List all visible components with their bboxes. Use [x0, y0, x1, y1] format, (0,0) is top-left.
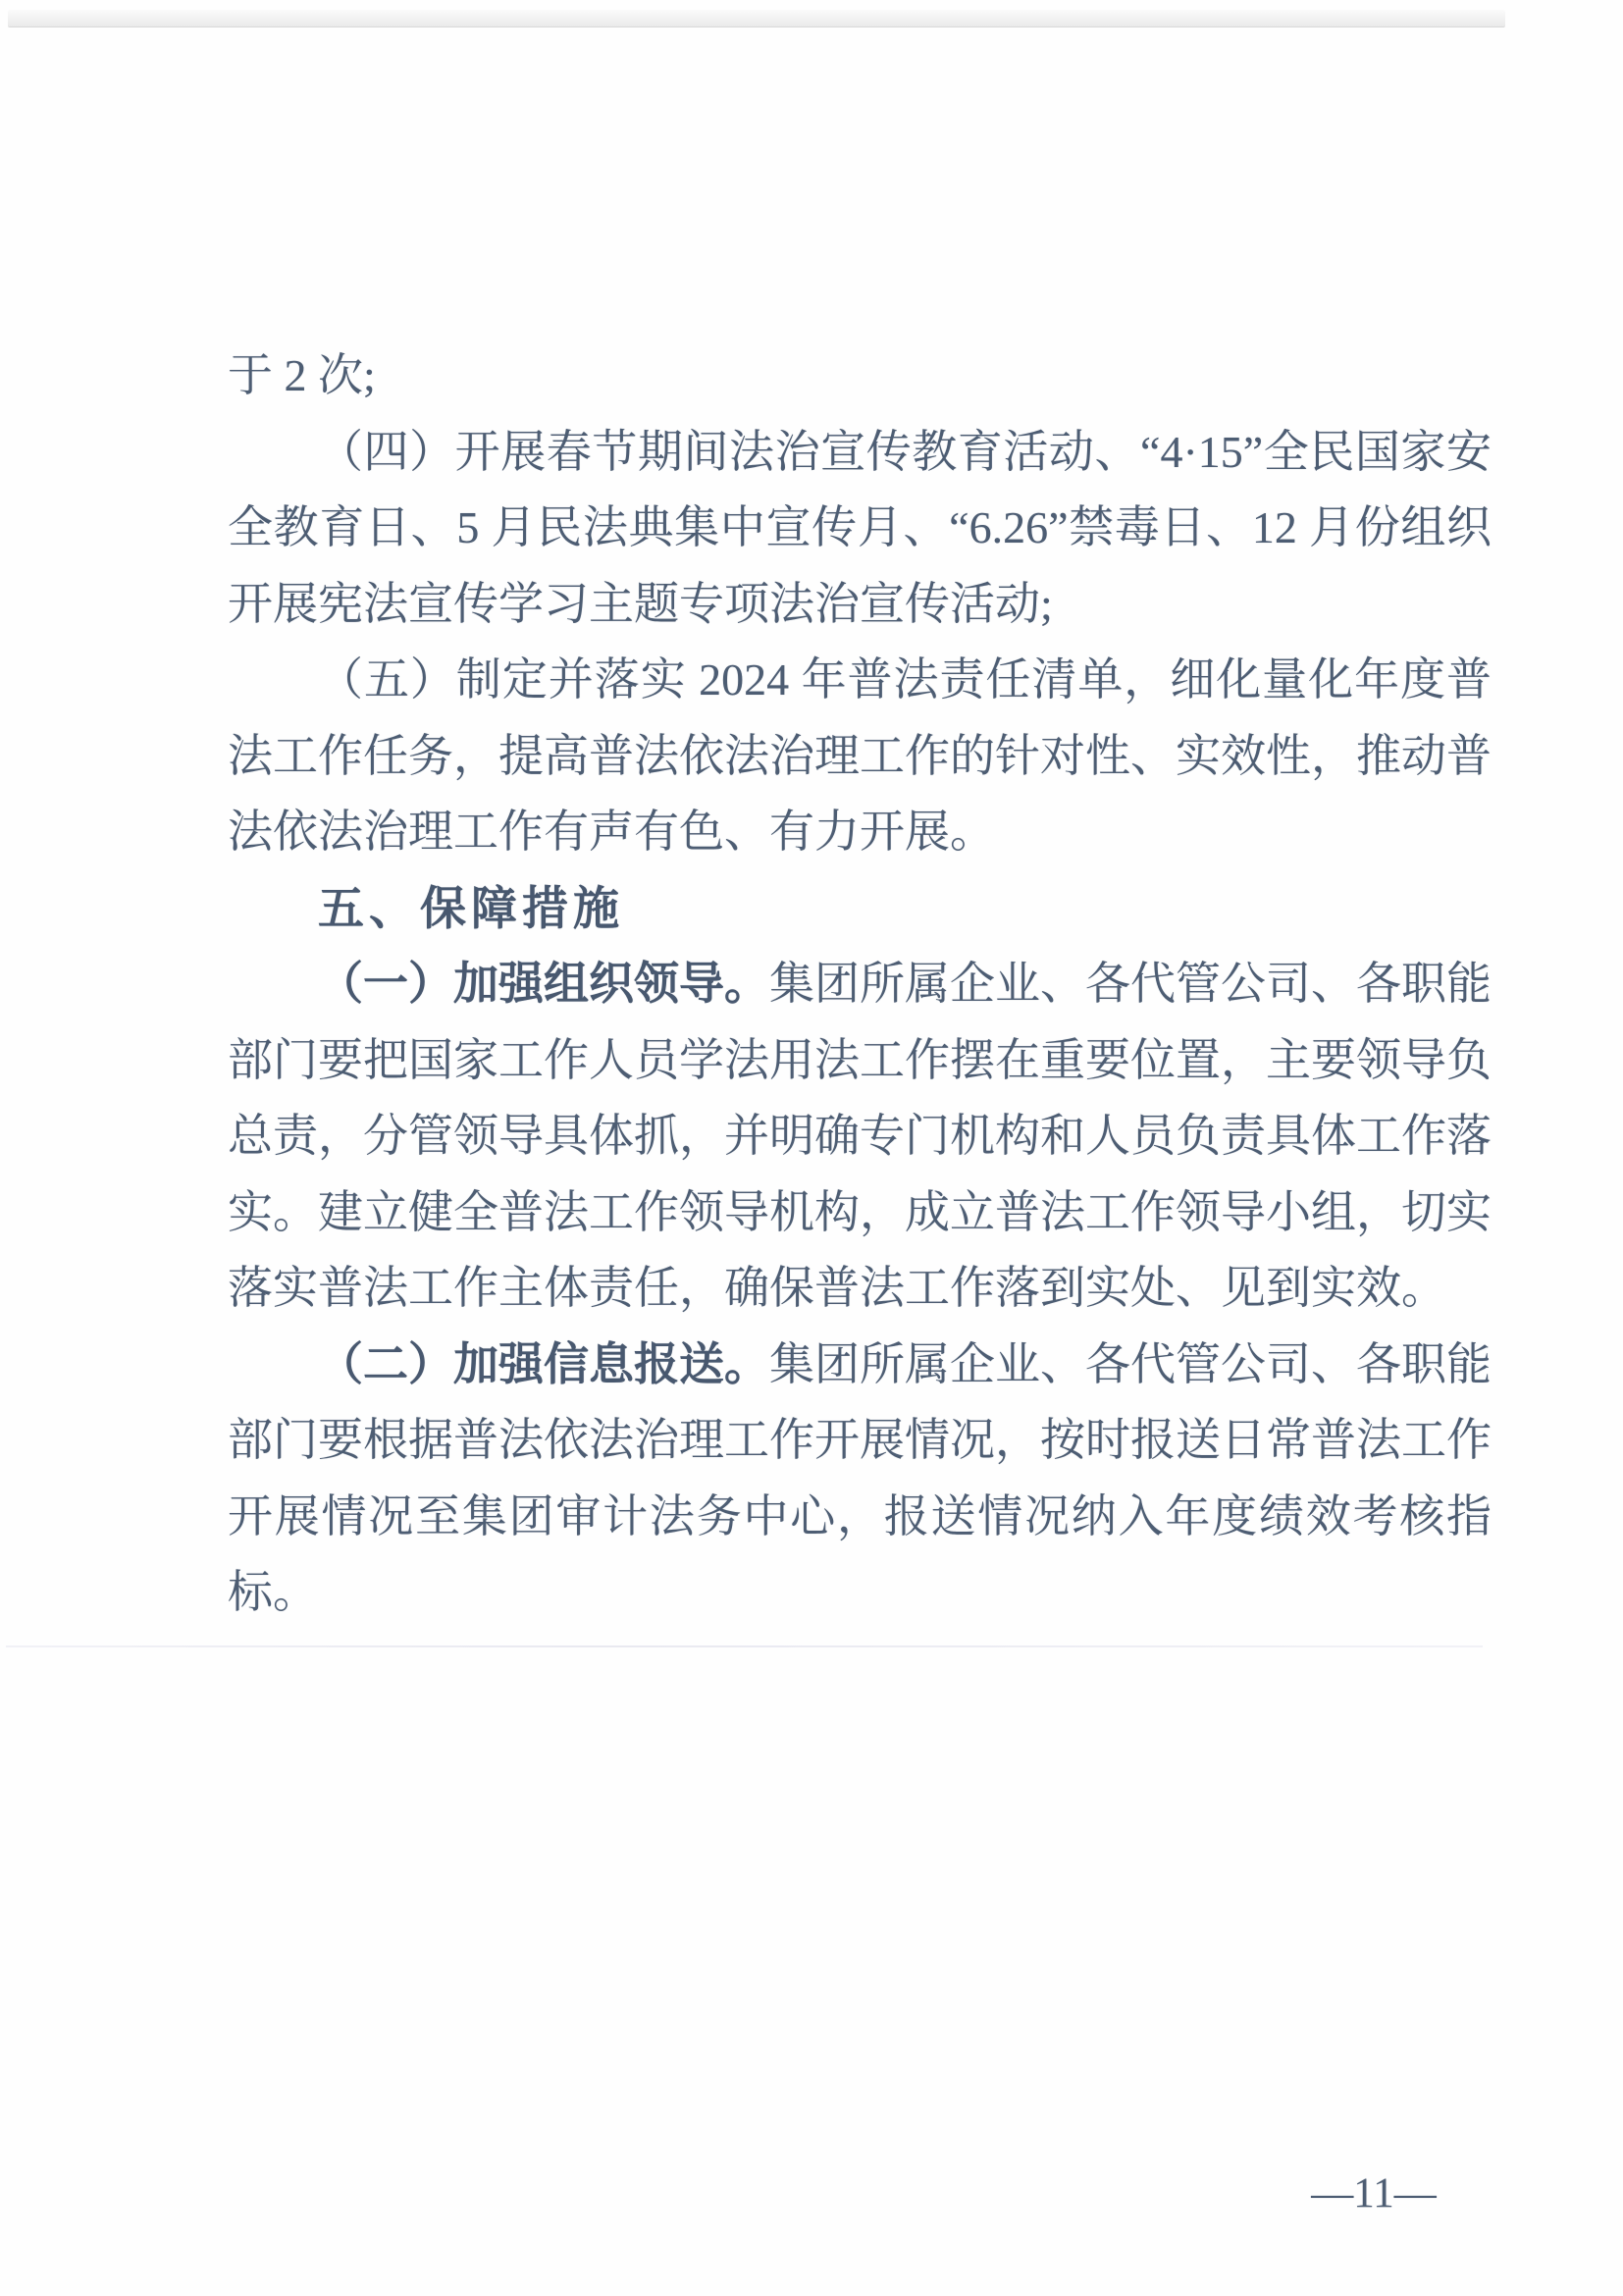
- section-heading: 五、保障措施: [318, 881, 624, 934]
- text-line: [228, 1098, 1492, 1174]
- body-text: 全教育日、5 月民法典集中宣传月、“6.26”禁毒日、12 月份组织: [228, 502, 1492, 552]
- text-line: [228, 490, 1492, 566]
- text-line: [228, 1250, 1492, 1327]
- body-text: （五）制定并落实 2024 年普法责任清单，细化量化年度普: [318, 654, 1492, 704]
- scan-artifact-top-band: [8, 10, 1505, 27]
- body-text: 标。: [228, 1567, 318, 1617]
- body-text: 法依法治理工作有声有色、有力开展。: [228, 807, 995, 857]
- body-text: 部门要根据普法依法治理工作开展情况，按时报送日常普法工作: [228, 1415, 1492, 1465]
- scan-artifact-hairline: [6, 1645, 1483, 1647]
- body-text: （四）开展春节期间法治宣传教育活动、“4·15”全民国家安: [318, 426, 1492, 477]
- body-text: 法工作任务，提高普法依法治理工作的针对性、实效性，推动普: [228, 730, 1492, 781]
- text-line: [228, 718, 1492, 795]
- paragraph-lead-bold-text: （二）加强信息报送。: [318, 1337, 769, 1389]
- text-line: [228, 414, 1492, 491]
- text-line: [228, 946, 1492, 1022]
- body-text: 集团所属企业、各代管公司、各职能: [769, 1338, 1492, 1389]
- text-line: [228, 566, 1492, 643]
- body-text: 开展宪法宣传学习主题专项法治宣传活动;: [228, 578, 1053, 629]
- body-text: 总责，分管领导具体抓，并明确专门机构和人员负责具体工作落: [228, 1111, 1492, 1161]
- document-text-block: [228, 338, 1492, 1631]
- body-text: 于 2 次;: [228, 350, 376, 400]
- page-number: —11—: [1311, 2170, 1437, 2217]
- body-text: 落实普法工作主体责任，确保普法工作落到实处、见到实效。: [228, 1263, 1446, 1313]
- text-line: [228, 1327, 1492, 1403]
- text-line: [228, 1479, 1492, 1555]
- body-text: 集团所属企业、各代管公司、各职能: [769, 959, 1492, 1009]
- text-line: [228, 338, 1492, 414]
- body-text: 开展情况至集团审计法务中心，报送情况纳入年度绩效考核指: [228, 1490, 1492, 1541]
- body-text: 实。建立健全普法工作领导机构，成立普法工作领导小组，切实: [228, 1186, 1492, 1237]
- text-line: [228, 1402, 1492, 1479]
- paragraph-lead-bold-text: （一）加强组织领导。: [318, 958, 769, 1009]
- body-text: 部门要把国家工作人员学法用法工作摆在重要位置，主要领导负: [228, 1034, 1492, 1085]
- text-line: [228, 642, 1492, 718]
- text-line: [228, 1022, 1492, 1099]
- text-line: [228, 870, 1492, 947]
- text-line: [228, 794, 1492, 870]
- text-line: [228, 1554, 1492, 1631]
- text-line: [228, 1174, 1492, 1251]
